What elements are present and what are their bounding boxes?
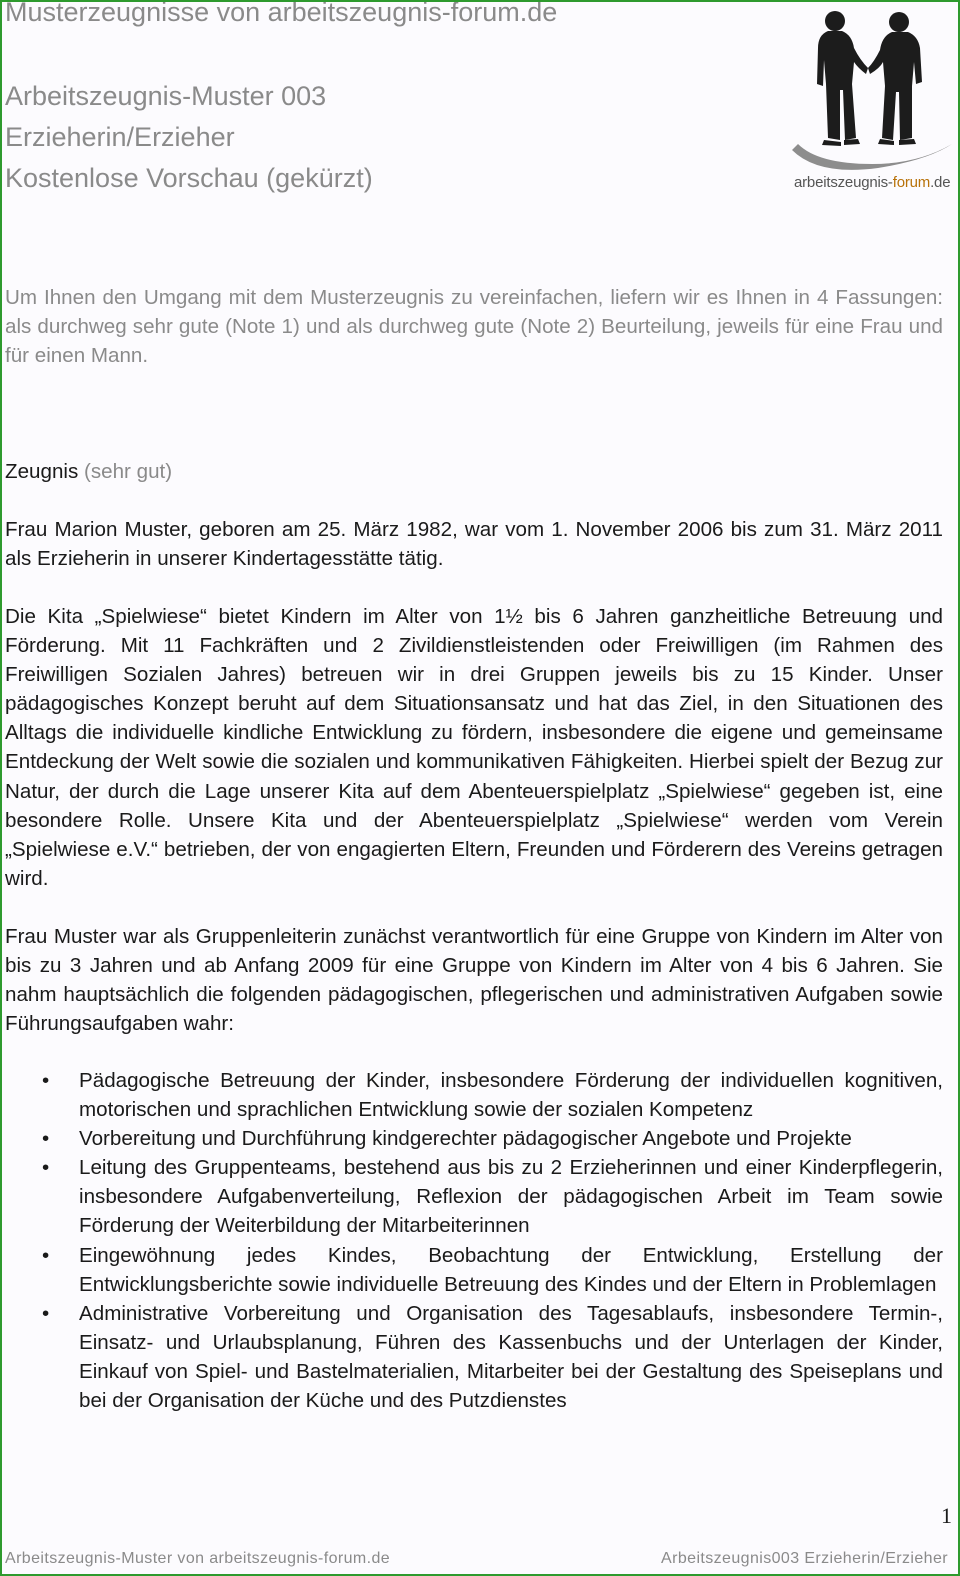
logo-text-tld: .de	[930, 174, 951, 191]
bullet-point: •	[42, 1243, 50, 1267]
list-item	[2, 1299, 943, 1415]
list-item-text: Pädagogische Betreuung der Kinder, insbesondere Förderung der individuellen kognitiven, motorischen und sprachlichen Entwicklung sowie der sozialen Kompetenz	[79, 1069, 943, 1122]
profession-heading: Erzieherin/Erzieher	[5, 122, 235, 152]
page-number: 1	[941, 1503, 952, 1528]
footer-document-id: Arbeitszeugnis003 Erzieherin/Erzieher	[661, 1550, 948, 1567]
employment-paragraph: Frau Marion Muster, geboren am 25. März 1982, war vom 1. November 2006 bis zum 31. März 2011 als Erzieherin in unserer Kindertagesstätte tätig.	[5, 518, 943, 571]
duties-list	[2, 1066, 943, 1415]
bullet-point: •	[42, 1156, 50, 1180]
list-item	[2, 1153, 943, 1240]
bullet-point: •	[42, 1069, 50, 1092]
duties-intro-paragraph: Frau Muster war als Gruppenleiterin zunächst verantwortlich für eine Gruppe von Kindern im Alter von bis zu 3 Jahren und ab Anfang 2009 für eine Gruppe von Kindern im Alter von 4 bis 6 Jahren. Sie nahm hauptsächlich die folgenden pädagogischen, pflegerischen und administrativen Aufgaben sowie Führungsaufgaben wahr:	[5, 925, 943, 1036]
footer-source: Arbeitszeugnis-Muster von arbeitszeugnis-forum.de	[5, 1550, 391, 1567]
zeugnis-grade: (sehr gut)	[84, 460, 173, 483]
preview-heading: Kostenlose Vorschau (gekürzt)	[5, 163, 373, 193]
list-item-text: Vorbereitung und Durchführung kindgerechter pädagogischer Angebote und Projekte	[79, 1127, 852, 1151]
list-item	[2, 1066, 943, 1124]
handshake-businessmen-icon	[788, 4, 954, 174]
list-item-text: Eingewöhnung jedes Kindes, Beobachtung der Entwicklung, Erstellung der Entwicklungsberichte sowie individuelle Betreuung des Kindes und der Eltern in Problemlagen	[79, 1243, 943, 1296]
logo-text-accent: forum	[892, 174, 931, 191]
zeugnis-heading	[5, 457, 943, 486]
bullet-point: •	[42, 1301, 50, 1325]
list-item-text: Leitung des Gruppenteams, bestehend aus bis zu 2 Erzieherinnen und einer Kinderpflegerin, insbesondere Aufgabenverteilung, Reflexion der pädagogischen Arbeit im Team sowie Förderung der Weiterbildung der Mitarbeiterinnen	[79, 1156, 943, 1238]
list-item	[2, 1124, 943, 1153]
company-paragraph: Die Kita „Spielwiese“ bietet Kindern im Alter von 1½ bis 6 Jahren ganzheitliche Betreuung und Förderung. Mit 11 Fachkräften und 2 Zivildienstleistenden oder Freiwilligen (im Rahmen des Freiwilligen Sozialen Jahres) betreuen wir in drei Gruppen jeweils bis zu 15 Kinder. Unser pädagogisches Konzept beruht auf dem Situationsansatz und hat das Ziel, in den Situationen des Alltags die individuelle kindliche Entwicklung zu fördern, insbesondere die eigene und gemeinsame Entdeckung der Welt sowie die sozialen und kommunikativen Fähigkeiten. Hierbei spielt der Bezug zur Natur, der durch die Lage unserer Kita auf dem Abenteuerspielplatz „Spielwiese“ gegeben ist, eine besondere Rolle. Unsere Kita und der Abenteuerspielplatz „Spielwiese“ werden vom Verein „Spielwiese e.V.“ betrieben, der von engagierten Eltern, Freunden und Förderern des Vereins getragen wird.	[5, 605, 943, 890]
bullet-point: •	[42, 1127, 50, 1151]
template-number-heading: Arbeitszeugnis-Muster 003	[5, 81, 327, 111]
brand-logo	[788, 4, 954, 200]
logo-wordmark	[794, 174, 950, 191]
intro-paragraph: Um Ihnen den Umgang mit dem Musterzeugnis zu vereinfachen, liefern wir es Ihnen in 4 Fassungen: als durchweg sehr gute (Note 1) und als durchweg gute (Note 2) Beurteilung, jeweils für eine Frau und für einen Mann.	[5, 286, 943, 368]
zeugnis-title: Zeugnis	[5, 460, 79, 483]
list-item-text: Administrative Vorbereitung und Organisation des Tagesablaufs, insbesondere Termin-, Einsatz- und Urlaubsplanung, Führen des Kassenbuchs und der Unterlagen der Kinder, Einkauf von Spiel- und Bastelmaterialien, Mitarbeiter bei der Gestaltung des Speiseplans und bei der Organisation der Küche und des Putzdienstes	[79, 1301, 943, 1413]
logo-text-main: arbeitszeugnis-	[794, 174, 893, 191]
list-item	[2, 1241, 943, 1299]
site-title: Musterzeugnisse von arbeitszeugnis-forum.de	[5, 0, 558, 27]
